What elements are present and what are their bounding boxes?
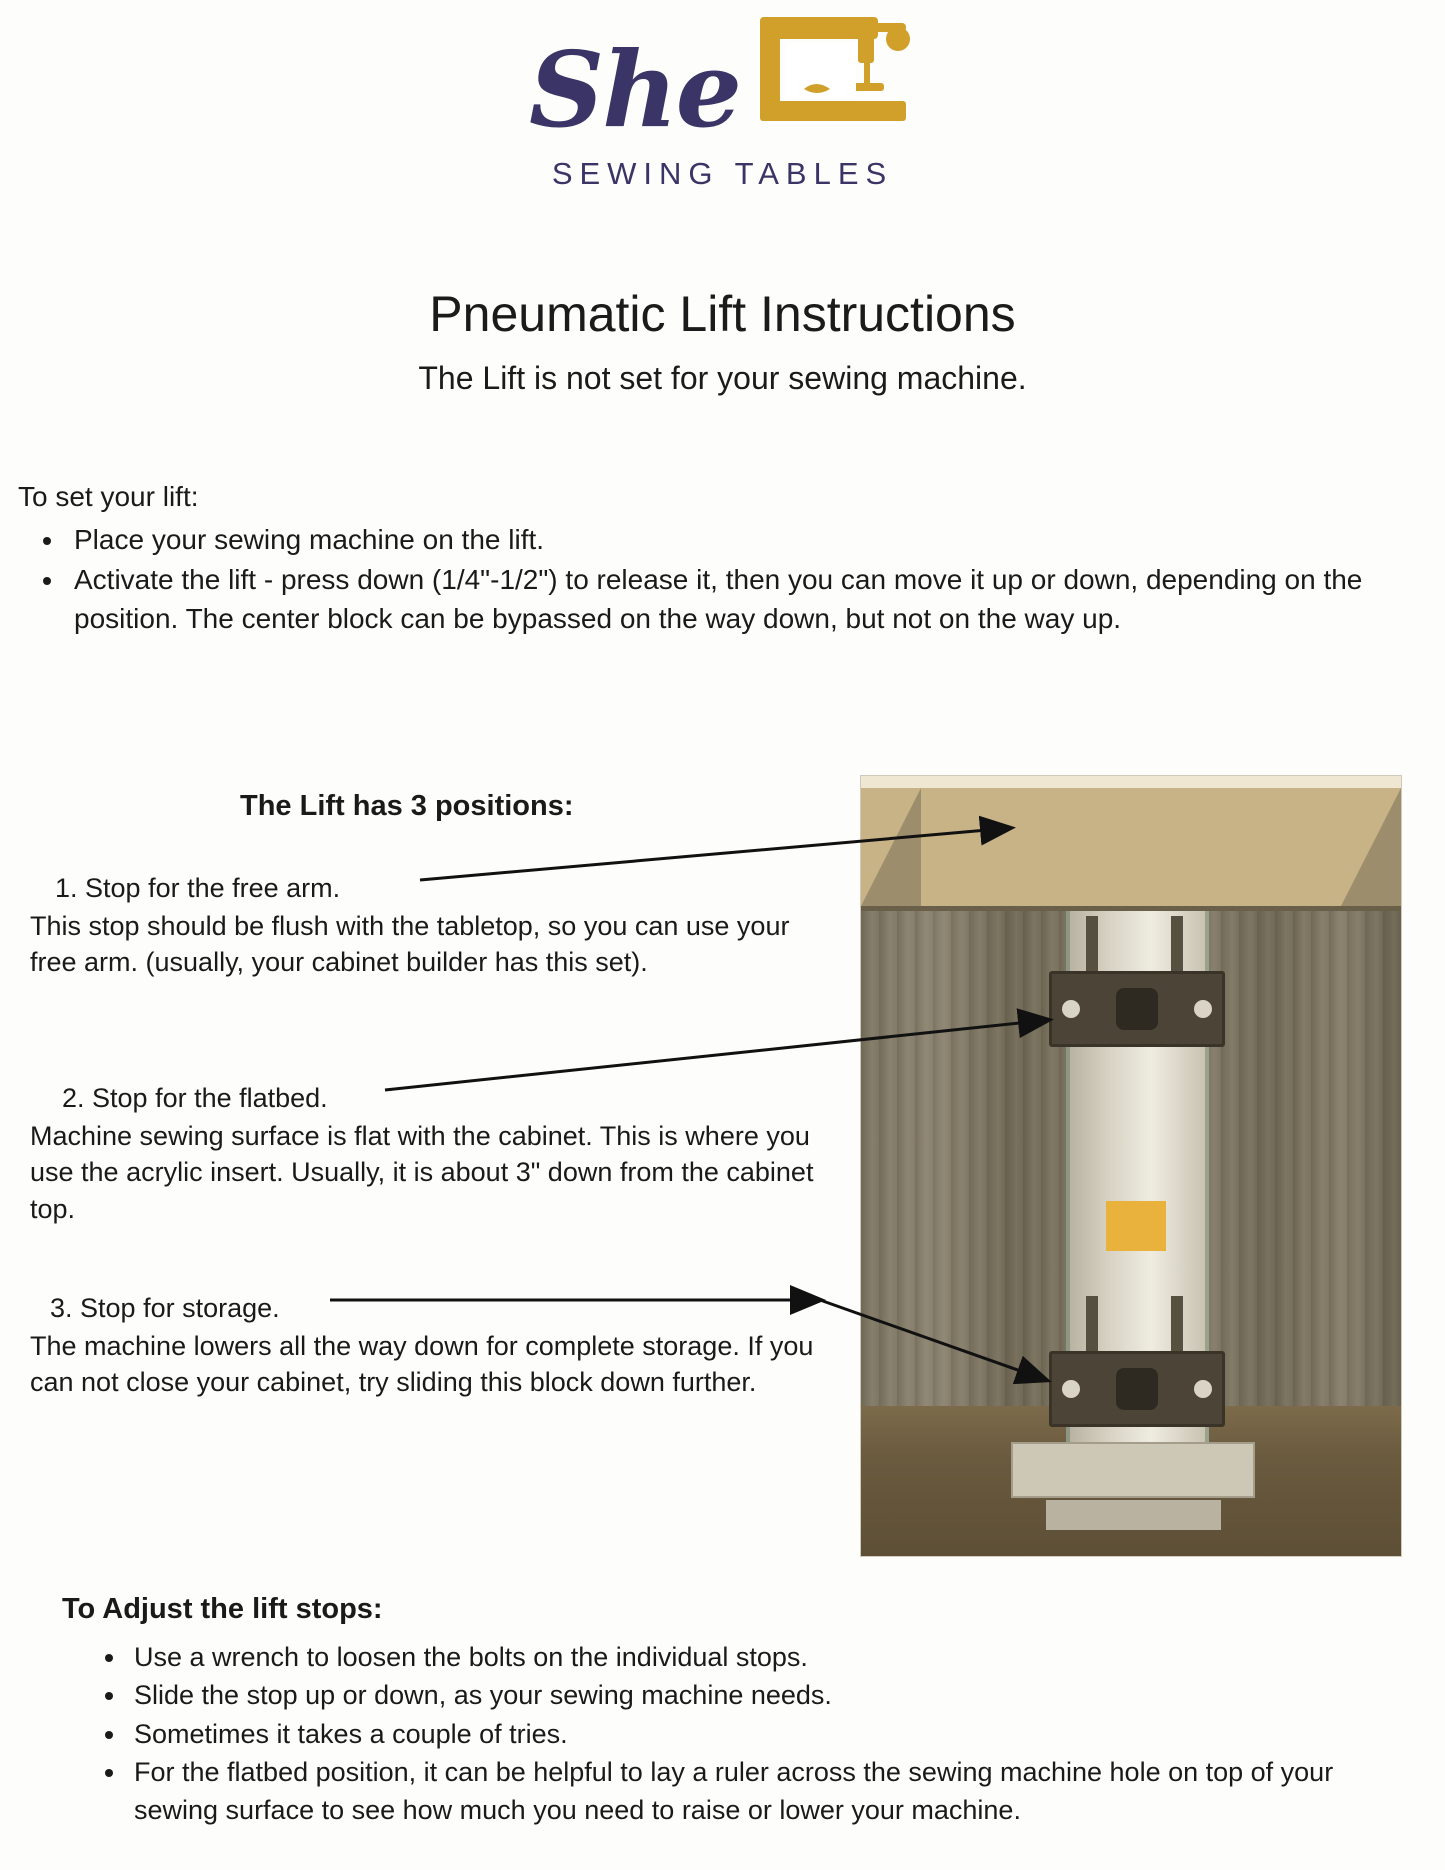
list-item: • Use a wrench to loosen the bolts on the individual stops. [128,1638,1418,1676]
knob-icon [1116,1368,1158,1410]
panel-bevel-left [861,788,921,906]
list-item: • Place your sewing machine on the lift. [66,521,1418,560]
adjust-bullet-list [90,1638,1418,1830]
stop-block-upper [1049,971,1225,1047]
list-item: • Slide the stop up or down, as your sewing machine needs. [128,1676,1418,1714]
intro-bullet-list [18,521,1418,639]
mounting-bracket [1011,1442,1255,1498]
lift-mechanism-photo [860,775,1402,1557]
list-item: • For the flatbed position, it can be helpful to lay a ruler across the sewing machine hole on top of your sewing surface to see how much you need to raise or lower your machine. [128,1753,1418,1830]
page-subtitle: The Lift is not set for your sewing machine. [418,360,1027,396]
position-body: This stop should be flush with the tabletop, so you can use your free arm. (usually, your cabinet builder has this set). [30,911,790,978]
panel-bevel-right [1341,788,1401,906]
position-body: The machine lowers all the way down for complete storage. If you can not close your cabinet, try sliding this block down further. [30,1331,814,1398]
bolt-icon [1062,1380,1080,1398]
position-title: 1. Stop for the free arm. [55,873,341,903]
logo-row [529,16,916,152]
position-item-3 [30,1290,830,1401]
list-item: • Sometimes it takes a couple of tries. [128,1715,1418,1753]
page-title: Pneumatic Lift Instructions [429,286,1016,342]
bolt-icon [1194,1000,1212,1018]
positions-heading: The Lift has 3 positions: [240,790,574,822]
brand-logo [0,16,1445,192]
stop-block-lower [1049,1351,1225,1427]
brand-subtitle: SEWING TABLES [551,156,894,191]
position-title: 2. Stop for the flatbed. [62,1083,328,1113]
adjust-heading: To Adjust the lift stops: [62,1593,383,1625]
list-item: • Activate the lift - press down (1/4"-1/2") to release it, then you can move it up or down, depending on the position. The center block can be bypassed on the way down, but not on the way up. [66,561,1418,638]
bolt-icon [1194,1380,1212,1398]
bracket-foot [1046,1500,1221,1530]
sewing-machine-icon [746,9,916,142]
position-item-2 [30,1080,830,1227]
rail-accent-marker [1106,1201,1166,1251]
brand-script-text: She [529,28,740,152]
position-body: Machine sewing surface is flat with the cabinet. This is where you use the acrylic insert. Usually, it is about 3" down from the cabinet top. [30,1121,814,1224]
cabinet-top-panel [861,776,1401,911]
position-title: 3. Stop for storage. [50,1293,280,1323]
position-item-1 [30,870,830,981]
bolt-icon [1062,1000,1080,1018]
intro-lead: To set your lift: [18,481,199,512]
intro-section [18,478,1418,641]
knob-icon [1116,988,1158,1030]
